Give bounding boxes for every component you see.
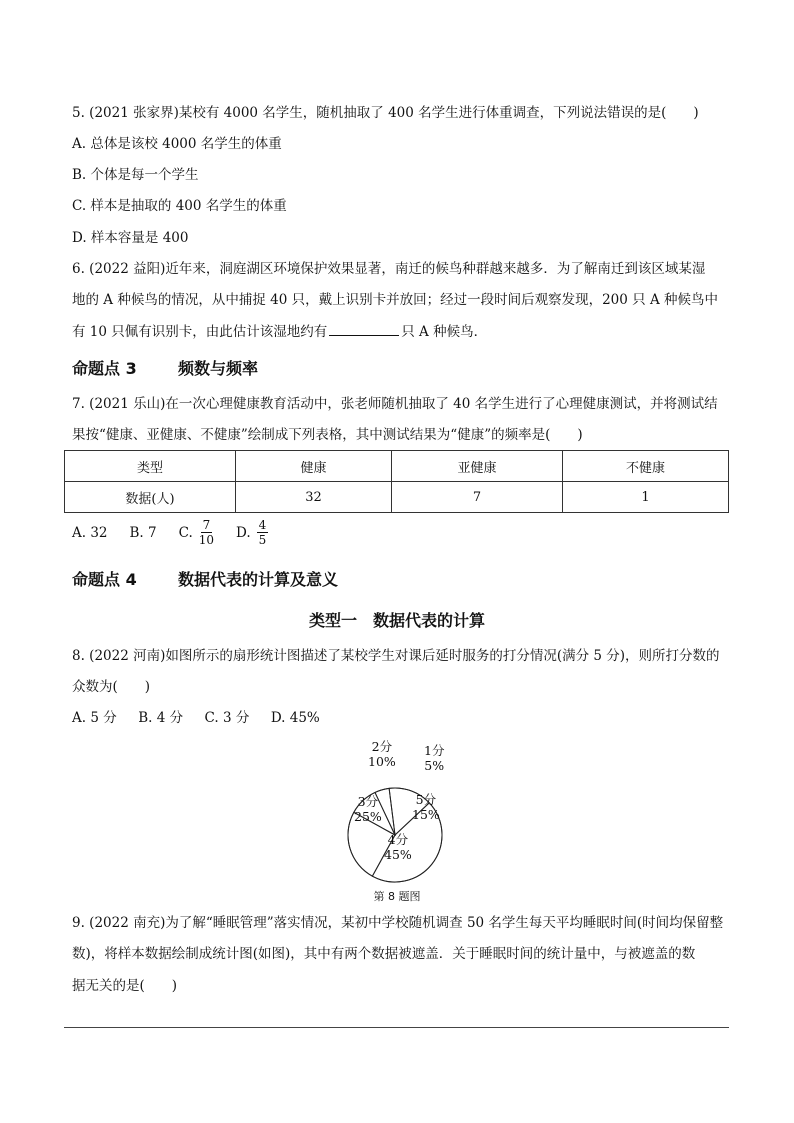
- q8-option-d: D. 45%: [270, 710, 320, 726]
- table-header-cell: 类型: [65, 451, 236, 482]
- q6-line-3: [72, 321, 732, 342]
- numerator: 4: [258, 518, 267, 532]
- pie-value-label: 15%: [412, 807, 440, 822]
- pie-label-1: [424, 743, 444, 773]
- section-number: 命题点 3: [72, 359, 137, 378]
- q7-option-d-label: D.: [236, 524, 251, 541]
- pie-category-label: 5分: [415, 792, 437, 807]
- q6-line-3-after: 只 A 种候鸟．: [401, 324, 488, 340]
- table-cell: 数据(人): [65, 482, 236, 513]
- q7-line-1: 7. (2021 乐山)在一次心理健康教育活动中，张老师随机抽取了 40 名学生进行了心理健康测试，并将测试结: [72, 396, 718, 412]
- table-cell: 1: [563, 482, 729, 513]
- q7-line-2: 果按“健康、亚健康、不健康”绘制成下列表格，其中测试结果为“健康”的频率是( ): [72, 427, 583, 443]
- fraction: [257, 518, 269, 547]
- q6-line-3-before: 有 10 只佩有识别卡，由此估计该湿地约有: [72, 324, 328, 340]
- pie-category-label: 2分: [371, 739, 393, 754]
- pie-value-label: 5%: [424, 758, 445, 773]
- q9-line-3: 据无关的是( ): [72, 978, 178, 994]
- table-cell: 32: [236, 482, 392, 513]
- table-header-cell: 健康: [236, 451, 392, 482]
- pie-chart-svg: [330, 735, 470, 900]
- fraction: [199, 518, 214, 547]
- pie-label-2: [368, 739, 396, 769]
- table-header-cell: 不健康: [563, 451, 729, 482]
- q8-options: [72, 708, 732, 728]
- pie-category-label: 3分: [357, 794, 379, 809]
- frequency-table: [64, 450, 729, 513]
- pie-value-label: 45%: [384, 847, 412, 862]
- q8-option-a: A. 5 分: [72, 710, 117, 726]
- q8-option-b: B. 4 分: [138, 710, 184, 726]
- q5-stem: 5. (2021 张家界)某校有 4000 名学生，随机抽取了 400 名学生进行体重调查，下列说法错误的是( ): [72, 105, 699, 121]
- table-header-cell: 亚健康: [392, 451, 563, 482]
- section-heading-4: [72, 567, 338, 590]
- table-row: [65, 482, 729, 513]
- q5-option-c: C. 样本是抽取的 400 名学生的体重: [72, 198, 287, 214]
- q6-line-2: 地的 A 种候鸟的情况，从中捕捉 40 只，戴上识别卡并放回；经过一段时间后观察发现，200 只 A 种候鸟中: [72, 292, 718, 308]
- table-header-row: [65, 451, 729, 482]
- pie-label-5: [412, 792, 440, 822]
- type-heading: 类型一 数据代表的计算: [308, 611, 485, 630]
- section-title: 频数与频率: [178, 359, 259, 378]
- pie-category-label: 1分: [424, 743, 445, 758]
- q7-option-b: B. 7: [129, 524, 157, 541]
- pie-value-label: 25%: [354, 809, 382, 824]
- section-number: 命题点 4: [72, 570, 137, 589]
- q9-line-2: 数)，将样本数据绘制成统计图(如图)，其中有两个数据被遮盖．关于睡眠时间的统计量中，与被遮盖的数: [72, 946, 696, 962]
- q7-option-a: A. 32: [72, 524, 108, 541]
- q8-line-1: 8. (2022 河南)如图所示的扇形统计图描述了某校学生对课后延时服务的打分情况(满分 5 分)，则所打分数的: [72, 648, 720, 664]
- q6-line-1: 6. (2022 益阳)近年来，洞庭湖区环境保护效果显著，南迁的候鸟种群越来越多．为了解南迁到该区域某湿: [72, 261, 706, 277]
- denominator: 5: [258, 533, 267, 547]
- q5-option-a: A. 总体是该校 4000 名学生的体重: [72, 136, 282, 152]
- q8-line-2: 众数为( ): [72, 679, 151, 695]
- q8-option-c: C. 3 分: [204, 710, 250, 726]
- q7-option-c-label: C.: [178, 524, 193, 541]
- q5-option-b: B. 个体是每一个学生: [72, 167, 199, 183]
- answer-blank: [329, 321, 399, 336]
- pie-label-4: [384, 832, 412, 862]
- footer-divider: [64, 1027, 729, 1028]
- section-heading-3: [72, 356, 258, 379]
- q5-option-d: D. 样本容量是 400: [72, 230, 189, 246]
- table-cell: 7: [392, 482, 563, 513]
- figure-caption: 第 8 题图: [373, 890, 421, 903]
- pie-label-3: [354, 794, 382, 824]
- section-title: 数据代表的计算及意义: [178, 570, 339, 589]
- q7-options: [72, 518, 290, 547]
- pie-value-label: 10%: [368, 754, 396, 769]
- pie-category-label: 4分: [387, 832, 409, 847]
- numerator: 7: [202, 518, 211, 532]
- q7-option-c: [179, 518, 214, 547]
- q7-option-d: [236, 518, 268, 547]
- pie-chart: [330, 735, 470, 900]
- q9-line-1: 9. (2022 南充)为了解“睡眠管理”落实情况，某初中学校随机调查 50 名学生每天平均睡眠时间(时间均保留整: [72, 915, 724, 931]
- denominator: 10: [198, 533, 215, 547]
